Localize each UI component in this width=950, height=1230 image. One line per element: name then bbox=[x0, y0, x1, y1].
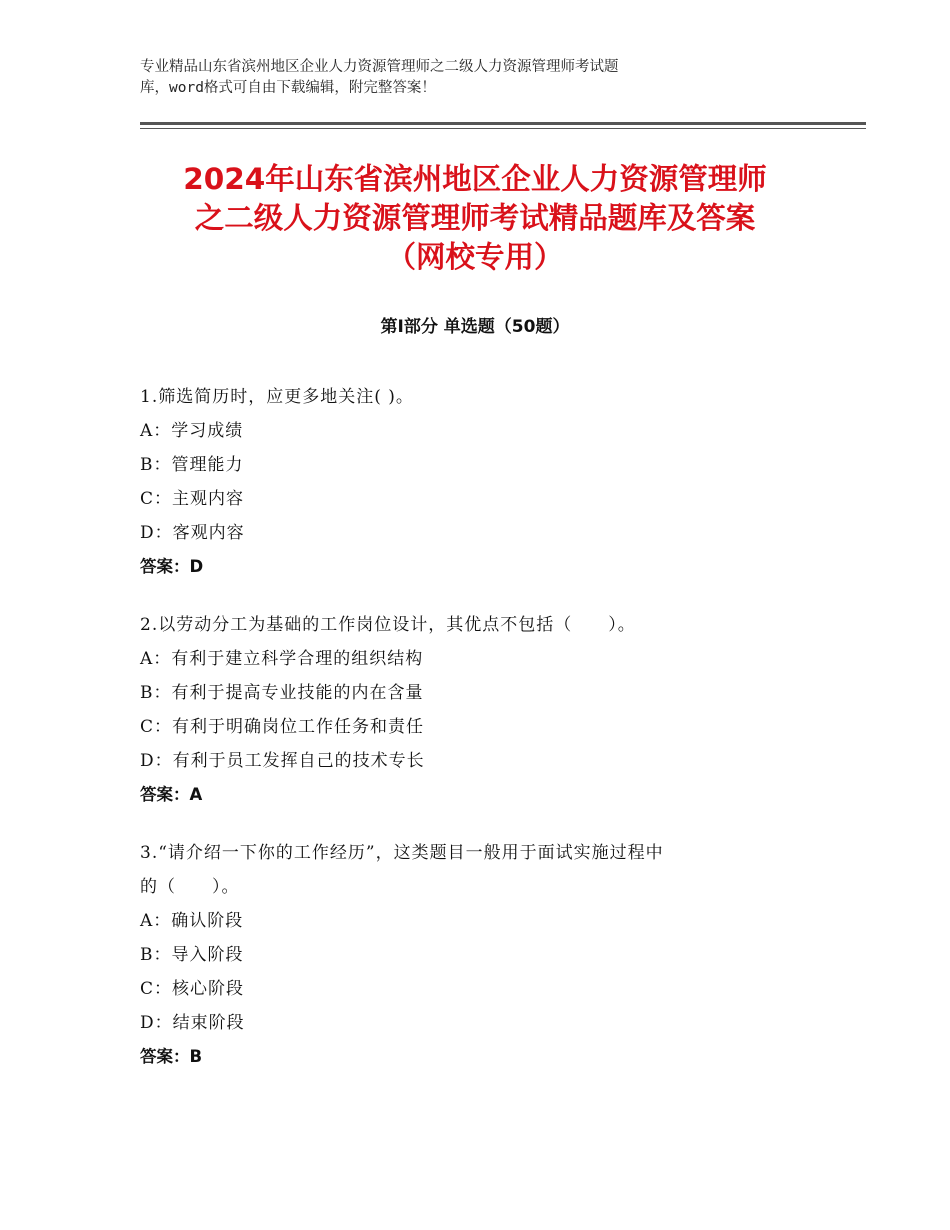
option-a: A：学习成绩 bbox=[140, 421, 244, 441]
header-note-line: 库，word格式可自由下载编辑，附完整答案！ bbox=[140, 80, 436, 96]
title-line: （网校专用） bbox=[386, 240, 564, 274]
option-c: C：有利于明确岗位工作任务和责任 bbox=[140, 717, 425, 737]
question-stem: 3.“请介绍一下你的工作经历”，这类题目一般用于面试实施过程中 bbox=[140, 843, 664, 863]
option-b: B：管理能力 bbox=[140, 455, 244, 475]
option-b: B：导入阶段 bbox=[140, 945, 244, 965]
option-a: A：确认阶段 bbox=[140, 911, 244, 931]
answer-label: 答案：B bbox=[140, 1047, 203, 1066]
title-line: 2024年山东省滨州地区企业人力资源管理师 bbox=[183, 162, 767, 196]
header-note-line: 专业精品山东省滨州地区企业人力资源管理师之二级人力资源管理师考试题 bbox=[140, 59, 619, 75]
title-line: 之二级人力资源管理师考试精品题库及答案 bbox=[194, 201, 756, 235]
question-stem: 1.筛选简历时，应更多地关注( )。 bbox=[140, 387, 414, 407]
question-stem: 2.以劳动分工为基础的工作岗位设计，其优点不包括（ ）。 bbox=[140, 615, 636, 635]
option-d: D：结束阶段 bbox=[140, 1013, 245, 1033]
header-note bbox=[140, 57, 780, 99]
question-item bbox=[140, 608, 820, 812]
header-divider-thin bbox=[140, 128, 866, 129]
question-stem-continued: 的（ ）。 bbox=[140, 877, 240, 897]
document-title bbox=[140, 160, 810, 277]
answer-label: 答案：A bbox=[140, 785, 203, 804]
answer-label: 答案：D bbox=[140, 557, 204, 576]
option-b: B：有利于提高专业技能的内在含量 bbox=[140, 683, 424, 703]
question-item bbox=[140, 380, 820, 584]
option-d: D：客观内容 bbox=[140, 523, 245, 543]
question-item bbox=[140, 836, 820, 1074]
option-c: C：主观内容 bbox=[140, 489, 245, 509]
option-c: C：核心阶段 bbox=[140, 979, 245, 999]
header-divider-thick bbox=[140, 122, 866, 125]
option-d: D：有利于员工发挥自己的技术专长 bbox=[140, 751, 425, 771]
question-list bbox=[140, 380, 820, 1098]
option-a: A：有利于建立科学合理的组织结构 bbox=[140, 649, 424, 669]
section-heading: 第Ⅰ部分 单选题（50题） bbox=[380, 317, 570, 337]
